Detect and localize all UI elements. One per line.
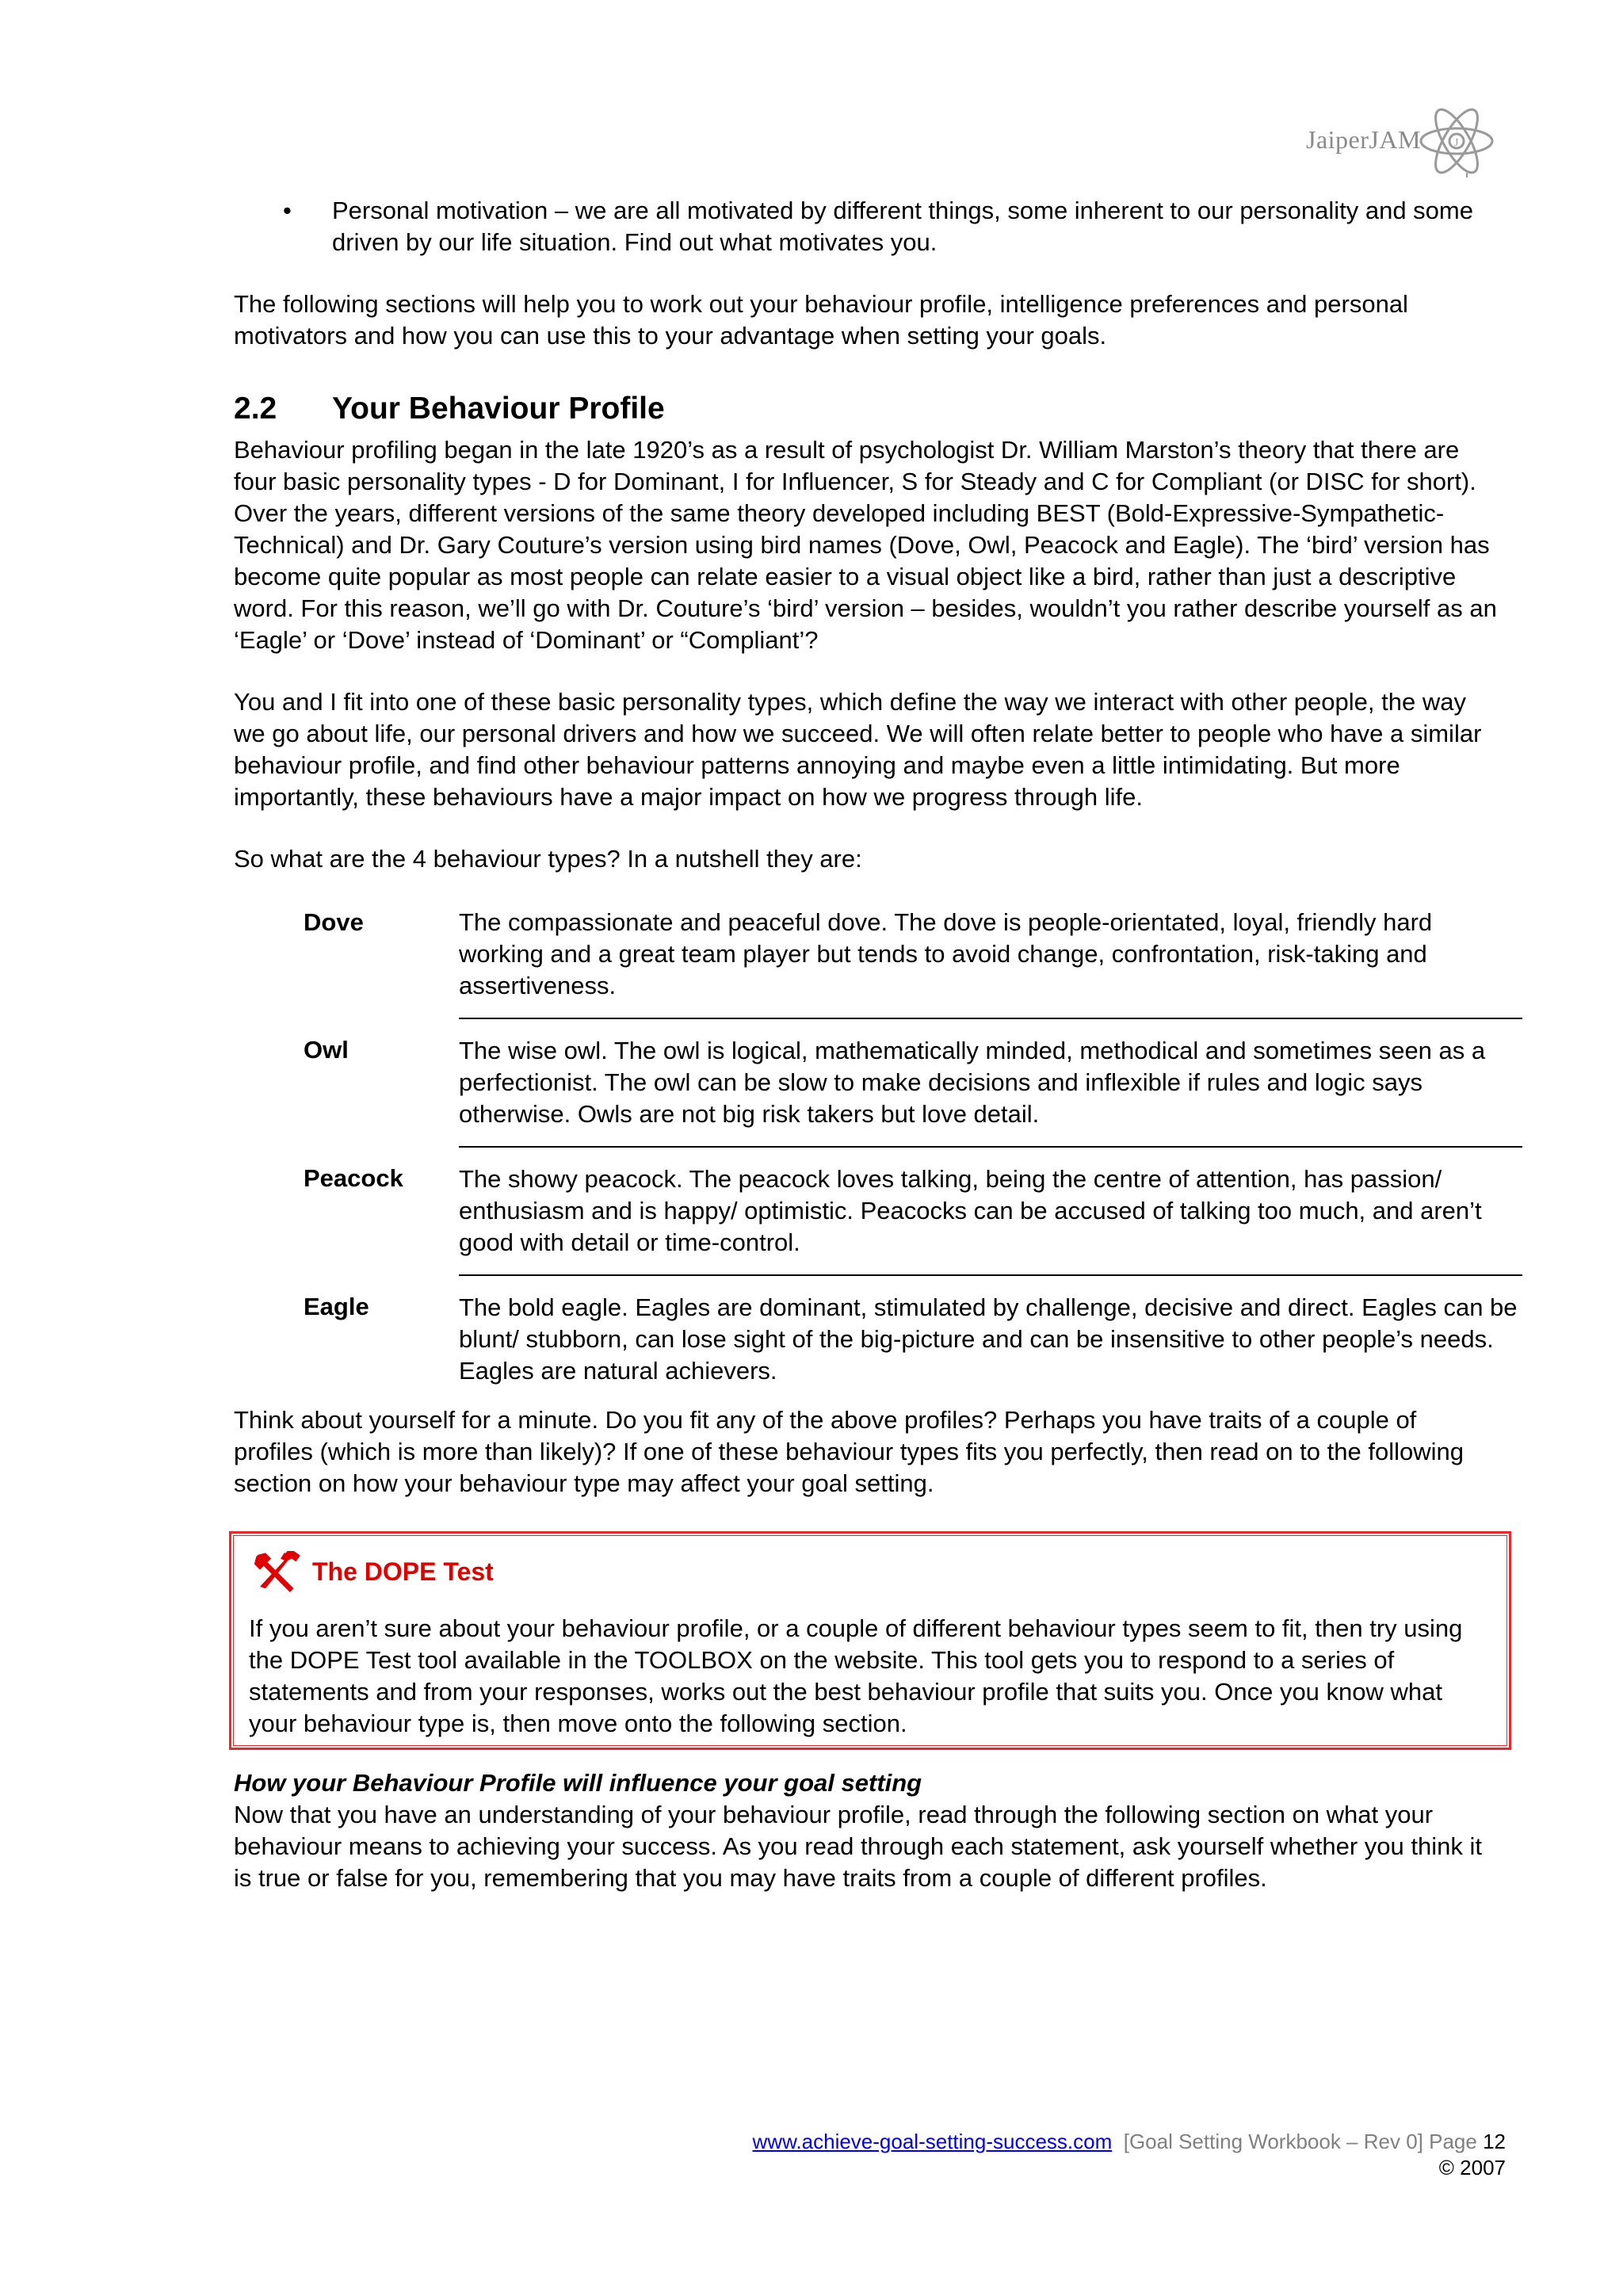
page-footer <box>753 2129 1506 2181</box>
dope-title: The DOPE Test <box>312 1557 494 1586</box>
after-types-paragraph: Think about yourself for a minute. Do you fit any of the above profiles? Perhaps you have traits of a couple of profiles (which is more than likely)? If one of these behaviour types fits you perfectly, then read on to the following section on how your behaviour type may affect your goal setting. <box>234 1406 1464 1497</box>
page-number: 12 <box>1483 2130 1506 2153</box>
copyright: © 2007 <box>1438 2156 1506 2179</box>
type-row-peacock <box>304 1147 1522 1275</box>
type-description: The bold eagle. Eagles are dominant, stimulated by challenge, decisive and direct. Eagles can be blunt/ stubborn, can lose sight of the big-picture and can be insensitive to other people’s needs. Eagles are natural achievers. <box>459 1293 1518 1385</box>
section-paragraph-2: You and I fit into one of these basic personality types, which define the way we interact with other people, the way we go about life, our personal drivers and how we succeed. We will often relate better to people who have a similar behaviour profile, and find other behaviour patterns annoying and maybe even a little intimidating. But more importantly, these behaviours have a major impact on how we progress through life. <box>234 688 1482 811</box>
dope-body: If you aren’t sure about your behaviour profile, or a couple of different behaviour types seem to fit, then try using the DOPE Test tool available in the TOOLBOX on the website. This tool gets you to respond to a series of statements and from your responses, works out the best behaviour profile that suits you. Once you know what your behaviour type is, then move onto the following section. <box>249 1614 1463 1737</box>
dope-test-box <box>229 1531 1511 1750</box>
bullet-dot: • <box>283 197 292 224</box>
intro-paragraph: The following sections will help you to work out your behaviour profile, intelligence preferences and personal motivators and how you can use this to your advantage when setting your goals. <box>234 290 1408 350</box>
svg-text:J: J <box>1454 137 1459 149</box>
type-description: The showy peacock. The peacock loves talking, being the centre of attention, has passion/ enthusiasm and is happy/ optimistic. Peacocks can be accused of talking too much, and aren’t good with detail or time-control. <box>459 1165 1482 1256</box>
bullet-item <box>234 195 1502 258</box>
logo-text: JaiperJAM <box>1306 125 1421 154</box>
section-paragraph-3: So what are the 4 behaviour types? In a nutshell they are: <box>234 845 862 873</box>
website-link[interactable]: www.achieve-goal-setting-success.com <box>752 2130 1113 2153</box>
header-logo <box>1276 101 1522 181</box>
type-row-eagle <box>304 1275 1522 1403</box>
type-name: Owl <box>304 1036 349 1064</box>
section-paragraph-1: Behaviour profiling began in the late 1920’s as a result of psychologist Dr. William Marston’s theory that there are four basic personality types - D for Dominant, I for Influencer, S for Steady and C for Compliant (or DISC for short). Over the years, different versions of the same theory developed including BEST (Bold-Expressive-Sympathetic-Technical) and Dr. Gary Couture’s version using bird names (Dove, Owl, Peacock and Eagle). The ‘bird’ version has become quite popular as most people can relate easier to a visual object like a bird, rather than just a descriptive word. For this reason, we’ll go with Dr. Couture’s ‘bird’ version – besides, wouldn’t you rather describe yourself as an ‘Eagle’ or ‘Dove’ instead of ‘Dominant’ or “Compliant’? <box>234 436 1497 654</box>
section-number: 2.2 <box>234 392 277 426</box>
influence-heading: How your Behaviour Profile will influence your goal setting <box>234 1769 922 1797</box>
type-description: The wise owl. The owl is logical, mathematically minded, methodical and sometimes seen as a perfectionist. The owl can be slow to make decisions and inflexible if rules and logic says otherwise. Owls are not big risk takers but love detail. <box>459 1037 1486 1128</box>
section-heading <box>234 390 1502 428</box>
type-description: The compassionate and peaceful dove. The dove is people-orientated, loyal, friendly hard working and a great team player but tends to avoid change, confrontation, risk-taking and assertiveness. <box>459 908 1433 999</box>
influence-body: Now that you have an understanding of your behaviour profile, read through the following section on what your behaviour means to achieving your success. As you read through each statement, ask yourself whether you think it is true or false for you, remembering that you may have traits from a couple of different profiles. <box>234 1801 1482 1892</box>
type-name: Eagle <box>304 1293 369 1320</box>
tools-icon <box>249 1551 312 1592</box>
behaviour-types-table <box>304 907 1522 1403</box>
type-row-owl <box>304 1018 1522 1147</box>
page-label: Page <box>1429 2130 1477 2153</box>
atom-icon <box>1417 101 1504 181</box>
type-name: Dove <box>304 908 364 936</box>
main-content <box>234 195 1518 1894</box>
dope-title-row <box>249 1548 1496 1595</box>
section-title: Your Behaviour Profile <box>332 392 665 426</box>
bullet-text: Personal motivation – we are all motivated by different things, some inherent to our personality and some driven by our life situation. Find out what motivates you. <box>332 197 1473 256</box>
document-label: [Goal Setting Workbook – Rev 0] <box>1123 2130 1423 2153</box>
type-name: Peacock <box>304 1164 403 1192</box>
type-row-dove <box>304 907 1522 1018</box>
